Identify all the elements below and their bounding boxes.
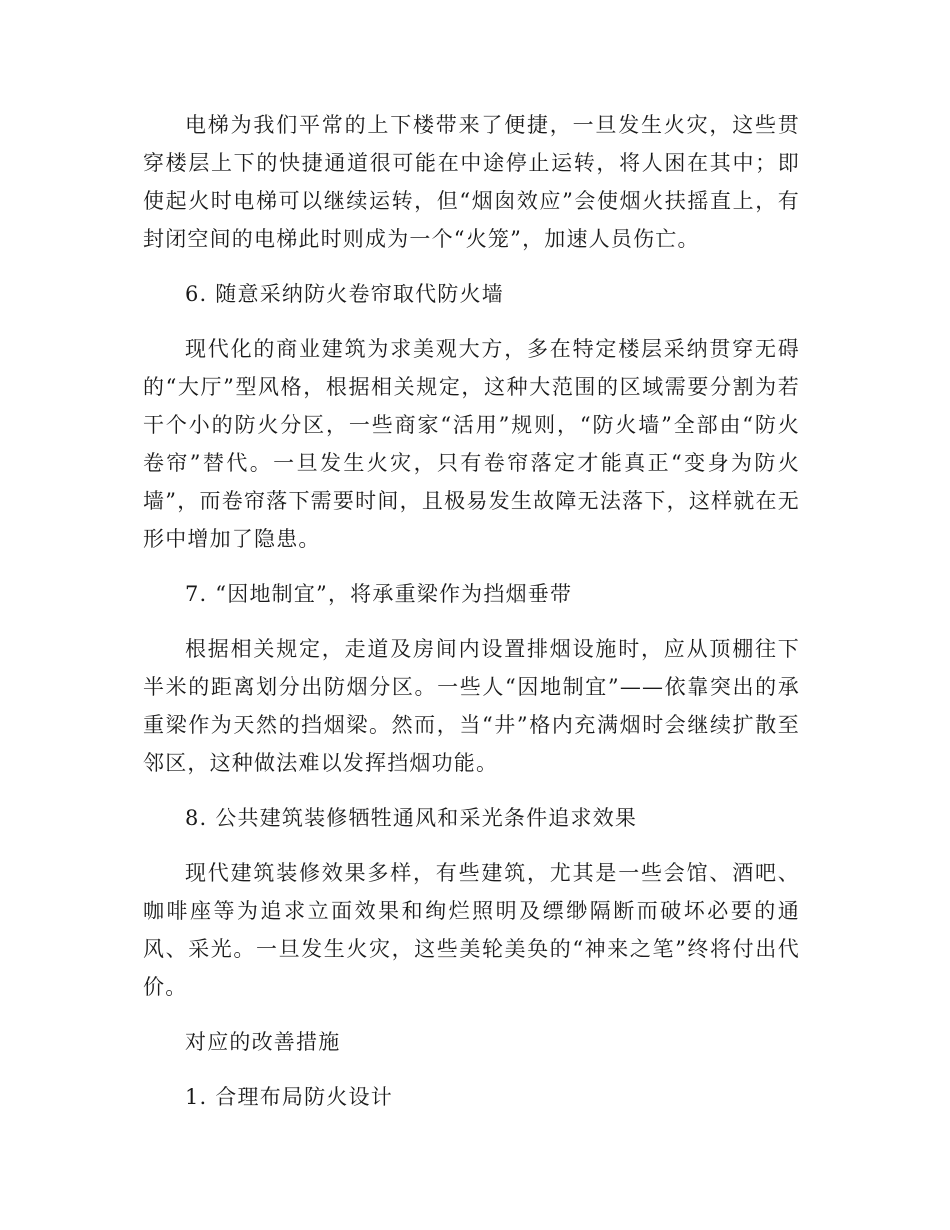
paragraph-fire-shutter: 现代化的商业建筑为求美观大方，多在特定楼层采纳贯穿无碍的“大厅”型风格，根据相关规定，这种大范围的区域需要分割为若干个小的防火分区，一些商家“活用”规则，“防火墙”全部由“防火卷帘”替代。一旦发生火灾，只有卷帘落定才能真正“变身为防火墙”，而卷帘落下需要时间，且极易发生故障无法落下，这样就在无形中增加了隐患。 <box>143 337 800 551</box>
paragraph-smoke-barrier: 根据相关规定，走道及房间内设置排烟设施时，应从顶棚往下半米的距离划分出防烟分区。一些人“因地制宜”——依靠突出的承重梁作为天然的挡烟梁。然而，当“井”格内充满烟时会继续扩散至邻区，这种做法难以发挥挡烟功能。 <box>143 637 800 775</box>
heading-section-7: 7. “因地制宜”，将承重梁作为挡烟垂带 <box>185 582 573 606</box>
heading-improvement-measures: 对应的改善措施 <box>185 1030 341 1054</box>
heading-section-8: 8. 公共建筑装修牺牲通风和采光条件追求效果 <box>185 806 638 830</box>
paragraph-ventilation-lighting: 现代建筑装修效果多样，有些建筑，尤其是一些会馆、酒吧、咖啡座等为追求立面效果和绚烂照明及缥缈隔断而破坏必要的通风、采光。一旦发生火灾，这些美轮美奂的“神来之笔”终将付出代价。 <box>143 861 800 999</box>
paragraph-elevator-hazard: 电梯为我们平常的上下楼带来了便捷，一旦发生火灾，这些贯穿楼层上下的快捷通道很可能在中途停止运转，将人困在其中；即使起火时电梯可以继续运转，但“烟囱效应”会使烟火扶摇直上，有封闭空间的电梯此时则成为一个“火笼”，加速人员伤亡。 <box>143 113 800 251</box>
document-body <box>143 106 800 1116</box>
heading-measure-1: 1. 合理布局防火设计 <box>185 1085 393 1109</box>
heading-section-6: 6. 随意采纳防火卷帘取代防火墙 <box>185 282 504 306</box>
